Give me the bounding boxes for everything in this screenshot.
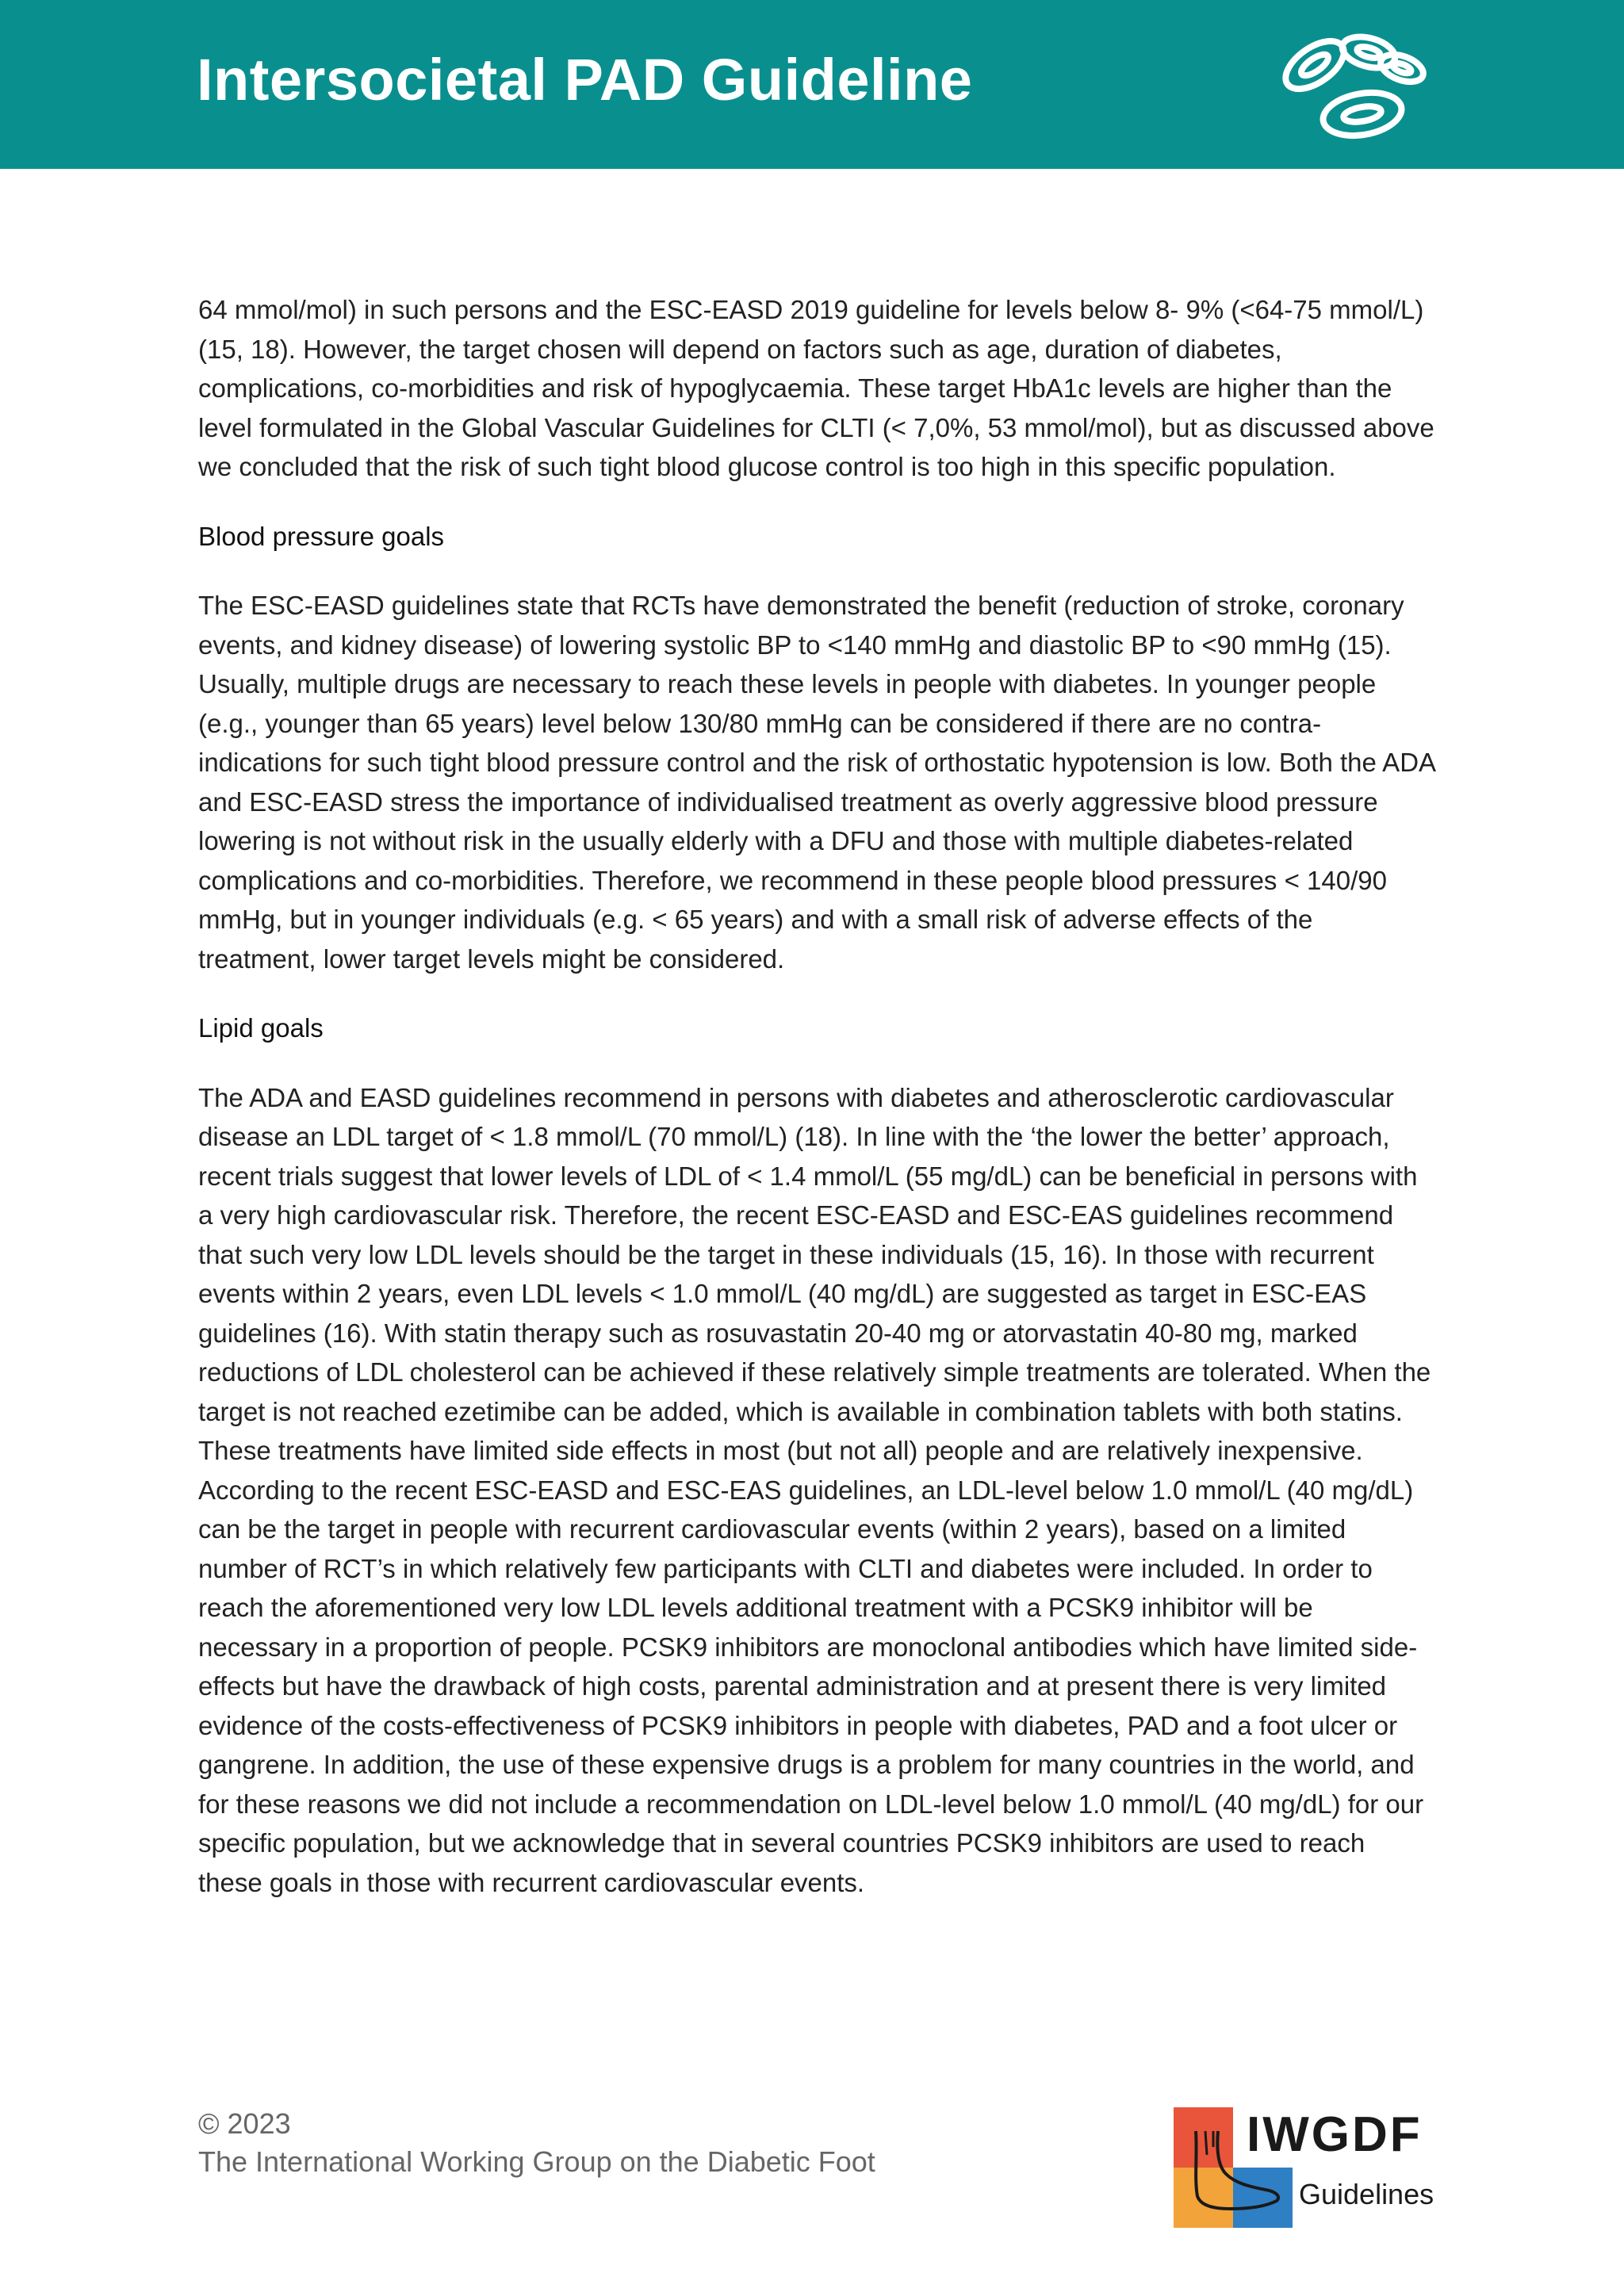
page-header-title: Intersocietal PAD Guideline	[197, 47, 973, 113]
footer-credit	[198, 2105, 875, 2181]
iwgdf-logo	[1174, 2107, 1443, 2228]
heading-lipid-goals: Lipid goals	[198, 1013, 324, 1043]
logo-subtitle: Guidelines	[1299, 2178, 1434, 2210]
logo-square-red	[1174, 2107, 1233, 2168]
blood-cells-icon	[1267, 19, 1434, 154]
header-band	[0, 0, 1624, 169]
heading-blood-pressure-goals: Blood pressure goals	[198, 521, 445, 551]
main-content	[198, 290, 1435, 1902]
logo-square-orange	[1174, 2168, 1233, 2228]
organization-name: The International Working Group on the Diabetic Foot	[198, 2145, 875, 2178]
body-paragraph-hba1c: 64 mmol/mol) in such persons and the ESC-EASD 2019 guideline for levels below 8- 9% (<64-75 mmol/L) (15, 18). However, the target chosen will depend on factors such as age, duration of diabetes, complications, co-morbidities and risk of hypoglycaemia. These target HbA1c levels are higher than the level formulated in the Global Vascular Guidelines for CLTI (< 7,0%, 53 mmol/mol), but as discussed above we concluded that the risk of such tight blood glucose control is too high in this specific population.	[198, 295, 1434, 481]
body-paragraph-blood-pressure: The ESC-EASD guidelines state that RCTs have demonstrated the benefit (reduction of stroke, coronary events, and kidney disease) of lowering systolic BP to <140 mmHg and diastolic BP to <90 mmHg (15). Usually, multiple drugs are necessary to reach these levels in people with diabetes. In younger people (e.g., younger than 65 years) level below 130/80 mmHg can be considered if there are no contra-indications for such tight blood pressure control and the risk of orthostatic hypotension is low. Both the ADA and ESC-EASD stress the importance of individualised treatment as overly aggressive blood pressure lowering is not without risk in the usually elderly with a DFU and those with multiple diabetes-related complications and co-morbidities. Therefore, we recommend in these people blood pressures < 140/90 mmHg, but in younger individuals (e.g. < 65 years) and with a small risk of adverse effects of the treatment, lower target levels might be considered.	[198, 591, 1435, 974]
body-paragraph-lipid: The ADA and EASD guidelines recommend in persons with diabetes and atherosclerotic cardiovascular disease an LDL target of < 1.8 mmol/L (70 mmol/L) (18). In line with the ‘the lower the better’ approach, recent trials suggest that lower levels of LDL of < 1.4 mmol/L (55 mg/dL) can be beneficial in persons with a very high cardiovascular risk. Therefore, the recent ESC-EASD and ESC-EAS guidelines recommend that such very low LDL levels should be the target in these individuals (15, 16). In those with recurrent events within 2 years, even LDL levels < 1.0 mmol/L (40 mg/dL) are suggested as target in ESC-EAS guidelines (16). With statin therapy such as rosuvastatin 20-40 mg or atorvastatin 40-80 mg, marked reductions of LDL cholesterol can be achieved if these relatively simple treatments are tolerated. When the target is not reached ezetimibe can be added, which is available in combination tablets with both statins. These treatments have limited side effects in most (but not all) people and are relatively inexpensive. According to the recent ESC-EASD and ESC-EAS guidelines, an LDL-level below 1.0 mmol/L (40 mg/dL) can be the target in people with recurrent cardiovascular events (within 2 years), based on a limited number of RCT’s in which relatively few participants with CLTI and diabetes were included. In order to reach the aforementioned very low LDL levels additional treatment with a PCSK9 inhibitor will be necessary in a proportion of people. PCSK9 inhibitors are monoclonal antibodies which have limited side-effects but have the drawback of high costs, parental administration and at present there is very limited evidence of the costs-effectiveness of PCSK9 inhibitors in people with diabetes, PAD and a foot ulcer or gangrene. In addition, the use of these expensive drugs is a problem for many countries in the world, and for these reasons we did not include a recommendation on LDL-level below 1.0 mmol/L (40 mg/dL) for our specific population, but we acknowledge that in several countries PCSK9 inhibitors are used to reach these goals in those with recurrent cardiovascular events.	[198, 1082, 1431, 1897]
logo-wordmark: IWGDF	[1247, 2107, 1423, 2162]
logo-square-blue	[1233, 2168, 1293, 2228]
copyright-text: © 2023	[198, 2107, 291, 2140]
